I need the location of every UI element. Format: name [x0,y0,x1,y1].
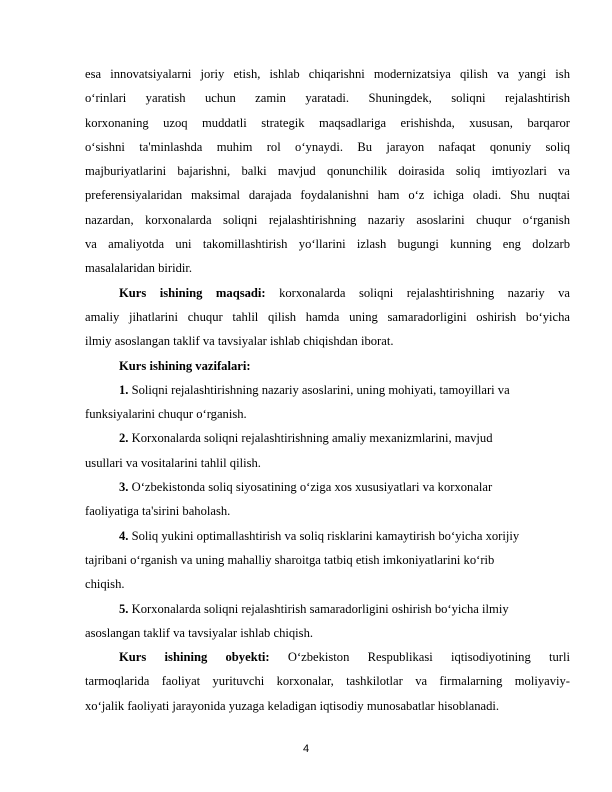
text-line: usullari va vositalarini tahlil qilish. [85,455,261,470]
text-line [85,354,570,378]
paragraph-intro [85,62,570,281]
goal-text: korxonalarda soliqni rejalashtirishning nazariy va [265,285,570,300]
text-line: va amaliyotda uni takomillashtirish yo‘llarini izlash bugungi kunning eng dolzarb [85,237,570,252]
text-line: funksiyalarini chuqur o‘rganish. [85,407,247,422]
text-line: tajribani o‘rganish va uning mahalliy sharoitga tatbiq etish imkoniyatlarini ko‘rib [85,552,495,567]
task-item-3 [85,475,570,524]
text-line: asoslangan taklif va tavsiyalar ishlab chiqish. [85,625,314,640]
text-line: chiqish. [85,577,125,592]
text-line: amaliy jihatlarini chuqur tahlil qilish hamda uning samaradorligini oshirish bo‘yicha [85,309,570,324]
text-line [85,426,570,450]
text-line [85,475,570,499]
object-label: Kurs ishining obyekti: [119,650,270,665]
tasks-heading-paragraph [85,354,570,378]
tasks-heading: Kurs ishining vazifalari: [119,358,251,373]
text-line: o‘rinlari yaratish uchun zamin yaratadi. Shuningdek, soliqni rejalashtirish [85,91,570,106]
task-number: 1. [119,382,129,397]
text-line: o‘sishni ta'minlashda muhim rol o‘ynaydi. Bu jarayon nafaqat qonuniy soliq [85,139,570,154]
text-line: faoliyatiga ta'sirini baholash. [85,504,231,519]
task-text: O‘zbekistonda soliq siyosatining o‘ziga xos xususiyatlari va korxonalar [128,480,493,495]
page-number: 4 [302,743,310,755]
task-number: 3. [119,480,129,495]
text-line: majburiyatlarini bajarishni, balki mavjud qonunchilik doirasida soliq imtiyozlari va [85,164,570,179]
text-line [85,281,570,305]
text-line: preferensiyalaridan maksimal darajada foydalanishni ham o‘z ichiga oladi. Shu nuqtai [85,188,570,203]
task-item-1 [85,378,570,427]
task-text: Korxonalarda soliqni rejalashtirish samaradorligini oshirish bo‘yicha ilmiy [128,601,509,616]
task-item-2 [85,426,570,475]
object-text: O‘zbekiston Respublikasi iqtisodiyotining turli [269,650,570,665]
task-number: 5. [119,601,129,616]
text-line: ilmiy asoslangan taklif va tavsiyalar ishlab chiqishdan iborat. [85,334,394,349]
task-text: Korxonalarda soliqni rejalashtirishning amaliy mexanizmlarini, mavjud [128,431,493,446]
text-line: tarmoqlarida faoliyat yurituvchi korxonalar, tashkilotlar va firmalarning moliyaviy- [85,674,570,689]
text-line: masalalaridan biridir. [85,261,193,276]
task-item-4 [85,524,570,597]
text-line: esa innovatsiyalarni joriy etish, ishlab chiqarishni modernizatsiya qilish va yangi ish [85,67,570,81]
text-line [85,524,570,548]
task-text: Soliqni rejalashtirishning nazariy asoslarini, uning mohiyati, tamoyillari va [128,382,510,397]
text-line [85,378,570,402]
text-line [85,645,570,669]
text-line [85,597,570,621]
task-number: 4. [119,528,129,543]
text-line: korxonaning uzoq muddatli strategik maqsadlariga erishishda, xususan, barqaror [85,115,570,130]
paragraph-goal [85,281,570,354]
goal-label: Kurs ishining maqsadi: [119,285,266,300]
text-line: xo‘jalik faoliyati jarayonida yuzaga keladigan iqtisodiy munosabatlar hisoblanadi. [85,698,500,713]
text-line: nazardan, korxonalarda soliqni rejalashtirishning nazariy asoslarini chuqur o‘rganish [85,212,570,227]
task-item-5 [85,597,570,646]
task-text: Soliq yukini optimallashtirish va soliq risklarini kamaytirish bo‘yicha xorijiy [128,528,520,543]
paragraph-object [85,645,570,718]
task-number: 2. [119,431,129,446]
body-text [85,62,570,718]
